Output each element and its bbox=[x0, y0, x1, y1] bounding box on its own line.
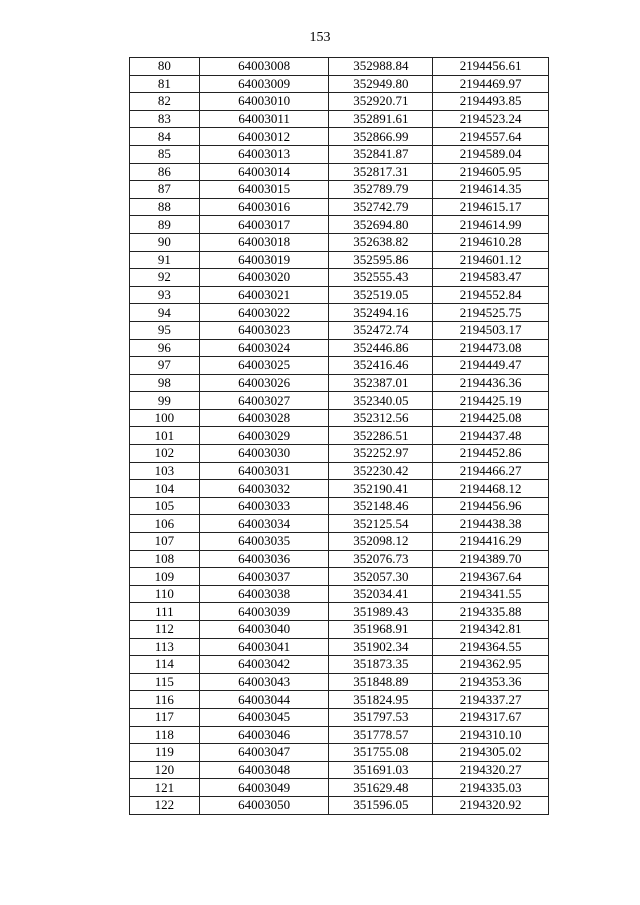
y-coordinate-cell: 2194468.12 bbox=[433, 480, 549, 498]
row-number-cell: 94 bbox=[130, 304, 200, 322]
row-number-cell: 97 bbox=[130, 357, 200, 375]
table-row bbox=[130, 726, 549, 744]
point-id-cell: 64003019 bbox=[199, 251, 329, 269]
point-id-cell: 64003042 bbox=[199, 656, 329, 674]
x-coordinate-cell: 352920.71 bbox=[329, 93, 433, 111]
coordinates-table bbox=[129, 57, 549, 815]
x-coordinate-cell: 352286.51 bbox=[329, 427, 433, 445]
point-id-cell: 64003048 bbox=[199, 761, 329, 779]
point-id-cell: 64003008 bbox=[199, 58, 329, 76]
x-coordinate-cell: 352949.80 bbox=[329, 75, 433, 93]
x-coordinate-cell: 352076.73 bbox=[329, 550, 433, 568]
point-id-cell: 64003013 bbox=[199, 145, 329, 163]
page-number: 153 bbox=[309, 30, 331, 45]
row-number-cell: 109 bbox=[130, 568, 200, 586]
y-coordinate-cell: 2194320.27 bbox=[433, 761, 549, 779]
table-row bbox=[130, 585, 549, 603]
y-coordinate-cell: 2194341.55 bbox=[433, 585, 549, 603]
point-id-cell: 64003036 bbox=[199, 550, 329, 568]
x-coordinate-cell: 352034.41 bbox=[329, 585, 433, 603]
y-coordinate-cell: 2194389.70 bbox=[433, 550, 549, 568]
point-id-cell: 64003045 bbox=[199, 708, 329, 726]
x-coordinate-cell: 351848.89 bbox=[329, 673, 433, 691]
point-id-cell: 64003030 bbox=[199, 445, 329, 463]
point-id-cell: 64003032 bbox=[199, 480, 329, 498]
row-number-cell: 122 bbox=[130, 796, 200, 814]
y-coordinate-cell: 2194353.36 bbox=[433, 673, 549, 691]
x-coordinate-cell: 352742.79 bbox=[329, 198, 433, 216]
table-row bbox=[130, 515, 549, 533]
table-row bbox=[130, 216, 549, 234]
x-coordinate-cell: 351691.03 bbox=[329, 761, 433, 779]
row-number-cell: 87 bbox=[130, 181, 200, 199]
row-number-cell: 86 bbox=[130, 163, 200, 181]
point-id-cell: 64003031 bbox=[199, 462, 329, 480]
table-row bbox=[130, 779, 549, 797]
point-id-cell: 64003027 bbox=[199, 392, 329, 410]
table-row bbox=[130, 357, 549, 375]
table-row bbox=[130, 761, 549, 779]
y-coordinate-cell: 2194438.38 bbox=[433, 515, 549, 533]
point-id-cell: 64003024 bbox=[199, 339, 329, 357]
table-row bbox=[130, 621, 549, 639]
row-number-cell: 103 bbox=[130, 462, 200, 480]
y-coordinate-cell: 2194583.47 bbox=[433, 269, 549, 287]
table-row bbox=[130, 304, 549, 322]
x-coordinate-cell: 352472.74 bbox=[329, 321, 433, 339]
table-row bbox=[130, 691, 549, 709]
y-coordinate-cell: 2194305.02 bbox=[433, 744, 549, 762]
x-coordinate-cell: 352555.43 bbox=[329, 269, 433, 287]
table-row bbox=[130, 269, 549, 287]
table-row bbox=[130, 497, 549, 515]
point-id-cell: 64003040 bbox=[199, 621, 329, 639]
row-number-cell: 100 bbox=[130, 409, 200, 427]
row-number-cell: 112 bbox=[130, 621, 200, 639]
point-id-cell: 64003038 bbox=[199, 585, 329, 603]
row-number-cell: 91 bbox=[130, 251, 200, 269]
x-coordinate-cell: 352252.97 bbox=[329, 445, 433, 463]
x-coordinate-cell: 352190.41 bbox=[329, 480, 433, 498]
row-number-cell: 117 bbox=[130, 708, 200, 726]
table-row bbox=[130, 128, 549, 146]
y-coordinate-cell: 2194525.75 bbox=[433, 304, 549, 322]
row-number-cell: 110 bbox=[130, 585, 200, 603]
point-id-cell: 64003034 bbox=[199, 515, 329, 533]
y-coordinate-cell: 2194452.86 bbox=[433, 445, 549, 463]
y-coordinate-cell: 2194601.12 bbox=[433, 251, 549, 269]
table-row bbox=[130, 198, 549, 216]
x-coordinate-cell: 352125.54 bbox=[329, 515, 433, 533]
point-id-cell: 64003015 bbox=[199, 181, 329, 199]
y-coordinate-cell: 2194469.97 bbox=[433, 75, 549, 93]
table-row bbox=[130, 533, 549, 551]
row-number-cell: 121 bbox=[130, 779, 200, 797]
row-number-cell: 95 bbox=[130, 321, 200, 339]
point-id-cell: 64003011 bbox=[199, 110, 329, 128]
y-coordinate-cell: 2194456.96 bbox=[433, 497, 549, 515]
table-row bbox=[130, 708, 549, 726]
row-number-cell: 90 bbox=[130, 233, 200, 251]
table-row bbox=[130, 374, 549, 392]
table-row bbox=[130, 568, 549, 586]
table-row bbox=[130, 638, 549, 656]
point-id-cell: 64003049 bbox=[199, 779, 329, 797]
point-id-cell: 64003047 bbox=[199, 744, 329, 762]
row-number-cell: 81 bbox=[130, 75, 200, 93]
point-id-cell: 64003028 bbox=[199, 409, 329, 427]
table-row bbox=[130, 233, 549, 251]
row-number-cell: 101 bbox=[130, 427, 200, 445]
y-coordinate-cell: 2194610.28 bbox=[433, 233, 549, 251]
table-row bbox=[130, 796, 549, 814]
y-coordinate-cell: 2194436.36 bbox=[433, 374, 549, 392]
x-coordinate-cell: 352988.84 bbox=[329, 58, 433, 76]
table-row bbox=[130, 744, 549, 762]
y-coordinate-cell: 2194320.92 bbox=[433, 796, 549, 814]
x-coordinate-cell: 352098.12 bbox=[329, 533, 433, 551]
x-coordinate-cell: 351629.48 bbox=[329, 779, 433, 797]
y-coordinate-cell: 2194364.55 bbox=[433, 638, 549, 656]
x-coordinate-cell: 351873.35 bbox=[329, 656, 433, 674]
table-row bbox=[130, 392, 549, 410]
y-coordinate-cell: 2194342.81 bbox=[433, 621, 549, 639]
x-coordinate-cell: 352340.05 bbox=[329, 392, 433, 410]
point-id-cell: 64003022 bbox=[199, 304, 329, 322]
x-coordinate-cell: 351797.53 bbox=[329, 708, 433, 726]
table-row bbox=[130, 656, 549, 674]
row-number-cell: 104 bbox=[130, 480, 200, 498]
row-number-cell: 111 bbox=[130, 603, 200, 621]
x-coordinate-cell: 351778.57 bbox=[329, 726, 433, 744]
point-id-cell: 64003009 bbox=[199, 75, 329, 93]
table-row bbox=[130, 409, 549, 427]
x-coordinate-cell: 352148.46 bbox=[329, 497, 433, 515]
x-coordinate-cell: 351755.08 bbox=[329, 744, 433, 762]
point-id-cell: 64003033 bbox=[199, 497, 329, 515]
table-row bbox=[130, 427, 549, 445]
row-number-cell: 102 bbox=[130, 445, 200, 463]
row-number-cell: 83 bbox=[130, 110, 200, 128]
row-number-cell: 115 bbox=[130, 673, 200, 691]
row-number-cell: 118 bbox=[130, 726, 200, 744]
table-row bbox=[130, 321, 549, 339]
row-number-cell: 116 bbox=[130, 691, 200, 709]
x-coordinate-cell: 351902.34 bbox=[329, 638, 433, 656]
table-row bbox=[130, 673, 549, 691]
y-coordinate-cell: 2194449.47 bbox=[433, 357, 549, 375]
x-coordinate-cell: 352494.16 bbox=[329, 304, 433, 322]
row-number-cell: 89 bbox=[130, 216, 200, 234]
point-id-cell: 64003018 bbox=[199, 233, 329, 251]
row-number-cell: 114 bbox=[130, 656, 200, 674]
table-row bbox=[130, 251, 549, 269]
table-row bbox=[130, 93, 549, 111]
y-coordinate-cell: 2194337.27 bbox=[433, 691, 549, 709]
y-coordinate-cell: 2194362.95 bbox=[433, 656, 549, 674]
row-number-cell: 84 bbox=[130, 128, 200, 146]
y-coordinate-cell: 2194310.10 bbox=[433, 726, 549, 744]
point-id-cell: 64003012 bbox=[199, 128, 329, 146]
row-number-cell: 80 bbox=[130, 58, 200, 76]
y-coordinate-cell: 2194335.88 bbox=[433, 603, 549, 621]
row-number-cell: 105 bbox=[130, 497, 200, 515]
x-coordinate-cell: 352694.80 bbox=[329, 216, 433, 234]
y-coordinate-cell: 2194493.85 bbox=[433, 93, 549, 111]
x-coordinate-cell: 352891.61 bbox=[329, 110, 433, 128]
table-row bbox=[130, 480, 549, 498]
point-id-cell: 64003044 bbox=[199, 691, 329, 709]
point-id-cell: 64003023 bbox=[199, 321, 329, 339]
table-row bbox=[130, 75, 549, 93]
point-id-cell: 64003021 bbox=[199, 286, 329, 304]
point-id-cell: 64003025 bbox=[199, 357, 329, 375]
y-coordinate-cell: 2194589.04 bbox=[433, 145, 549, 163]
y-coordinate-cell: 2194437.48 bbox=[433, 427, 549, 445]
x-coordinate-cell: 352595.86 bbox=[329, 251, 433, 269]
point-id-cell: 64003035 bbox=[199, 533, 329, 551]
y-coordinate-cell: 2194456.61 bbox=[433, 58, 549, 76]
x-coordinate-cell: 352057.30 bbox=[329, 568, 433, 586]
point-id-cell: 64003046 bbox=[199, 726, 329, 744]
row-number-cell: 119 bbox=[130, 744, 200, 762]
point-id-cell: 64003041 bbox=[199, 638, 329, 656]
table-row bbox=[130, 550, 549, 568]
x-coordinate-cell: 352638.82 bbox=[329, 233, 433, 251]
row-number-cell: 82 bbox=[130, 93, 200, 111]
y-coordinate-cell: 2194367.64 bbox=[433, 568, 549, 586]
y-coordinate-cell: 2194416.29 bbox=[433, 533, 549, 551]
y-coordinate-cell: 2194614.99 bbox=[433, 216, 549, 234]
row-number-cell: 93 bbox=[130, 286, 200, 304]
y-coordinate-cell: 2194473.08 bbox=[433, 339, 549, 357]
table-row bbox=[130, 110, 549, 128]
x-coordinate-cell: 351824.95 bbox=[329, 691, 433, 709]
table-row bbox=[130, 339, 549, 357]
y-coordinate-cell: 2194425.08 bbox=[433, 409, 549, 427]
y-coordinate-cell: 2194523.24 bbox=[433, 110, 549, 128]
row-number-cell: 85 bbox=[130, 145, 200, 163]
y-coordinate-cell: 2194552.84 bbox=[433, 286, 549, 304]
x-coordinate-cell: 352817.31 bbox=[329, 163, 433, 181]
x-coordinate-cell: 352416.46 bbox=[329, 357, 433, 375]
y-coordinate-cell: 2194615.17 bbox=[433, 198, 549, 216]
y-coordinate-cell: 2194605.95 bbox=[433, 163, 549, 181]
x-coordinate-cell: 351968.91 bbox=[329, 621, 433, 639]
row-number-cell: 96 bbox=[130, 339, 200, 357]
point-id-cell: 64003039 bbox=[199, 603, 329, 621]
x-coordinate-cell: 352519.05 bbox=[329, 286, 433, 304]
point-id-cell: 64003014 bbox=[199, 163, 329, 181]
table-row bbox=[130, 145, 549, 163]
table-row bbox=[130, 603, 549, 621]
point-id-cell: 64003010 bbox=[199, 93, 329, 111]
y-coordinate-cell: 2194425.19 bbox=[433, 392, 549, 410]
point-id-cell: 64003020 bbox=[199, 269, 329, 287]
x-coordinate-cell: 351596.05 bbox=[329, 796, 433, 814]
x-coordinate-cell: 352866.99 bbox=[329, 128, 433, 146]
x-coordinate-cell: 352841.87 bbox=[329, 145, 433, 163]
table-row bbox=[130, 181, 549, 199]
table-row bbox=[130, 58, 549, 76]
y-coordinate-cell: 2194335.03 bbox=[433, 779, 549, 797]
point-id-cell: 64003016 bbox=[199, 198, 329, 216]
x-coordinate-cell: 352387.01 bbox=[329, 374, 433, 392]
y-coordinate-cell: 2194503.17 bbox=[433, 321, 549, 339]
row-number-cell: 88 bbox=[130, 198, 200, 216]
row-number-cell: 92 bbox=[130, 269, 200, 287]
x-coordinate-cell: 352446.86 bbox=[329, 339, 433, 357]
table-row bbox=[130, 462, 549, 480]
x-coordinate-cell: 352789.79 bbox=[329, 181, 433, 199]
y-coordinate-cell: 2194466.27 bbox=[433, 462, 549, 480]
point-id-cell: 64003043 bbox=[199, 673, 329, 691]
row-number-cell: 108 bbox=[130, 550, 200, 568]
point-id-cell: 64003037 bbox=[199, 568, 329, 586]
point-id-cell: 64003050 bbox=[199, 796, 329, 814]
row-number-cell: 107 bbox=[130, 533, 200, 551]
y-coordinate-cell: 2194557.64 bbox=[433, 128, 549, 146]
x-coordinate-cell: 352312.56 bbox=[329, 409, 433, 427]
table-row bbox=[130, 445, 549, 463]
row-number-cell: 113 bbox=[130, 638, 200, 656]
point-id-cell: 64003029 bbox=[199, 427, 329, 445]
row-number-cell: 99 bbox=[130, 392, 200, 410]
row-number-cell: 106 bbox=[130, 515, 200, 533]
x-coordinate-cell: 352230.42 bbox=[329, 462, 433, 480]
table-row bbox=[130, 286, 549, 304]
point-id-cell: 64003017 bbox=[199, 216, 329, 234]
table-body bbox=[130, 58, 549, 815]
y-coordinate-cell: 2194317.67 bbox=[433, 708, 549, 726]
x-coordinate-cell: 351989.43 bbox=[329, 603, 433, 621]
row-number-cell: 120 bbox=[130, 761, 200, 779]
point-id-cell: 64003026 bbox=[199, 374, 329, 392]
row-number-cell: 98 bbox=[130, 374, 200, 392]
y-coordinate-cell: 2194614.35 bbox=[433, 181, 549, 199]
table-row bbox=[130, 163, 549, 181]
